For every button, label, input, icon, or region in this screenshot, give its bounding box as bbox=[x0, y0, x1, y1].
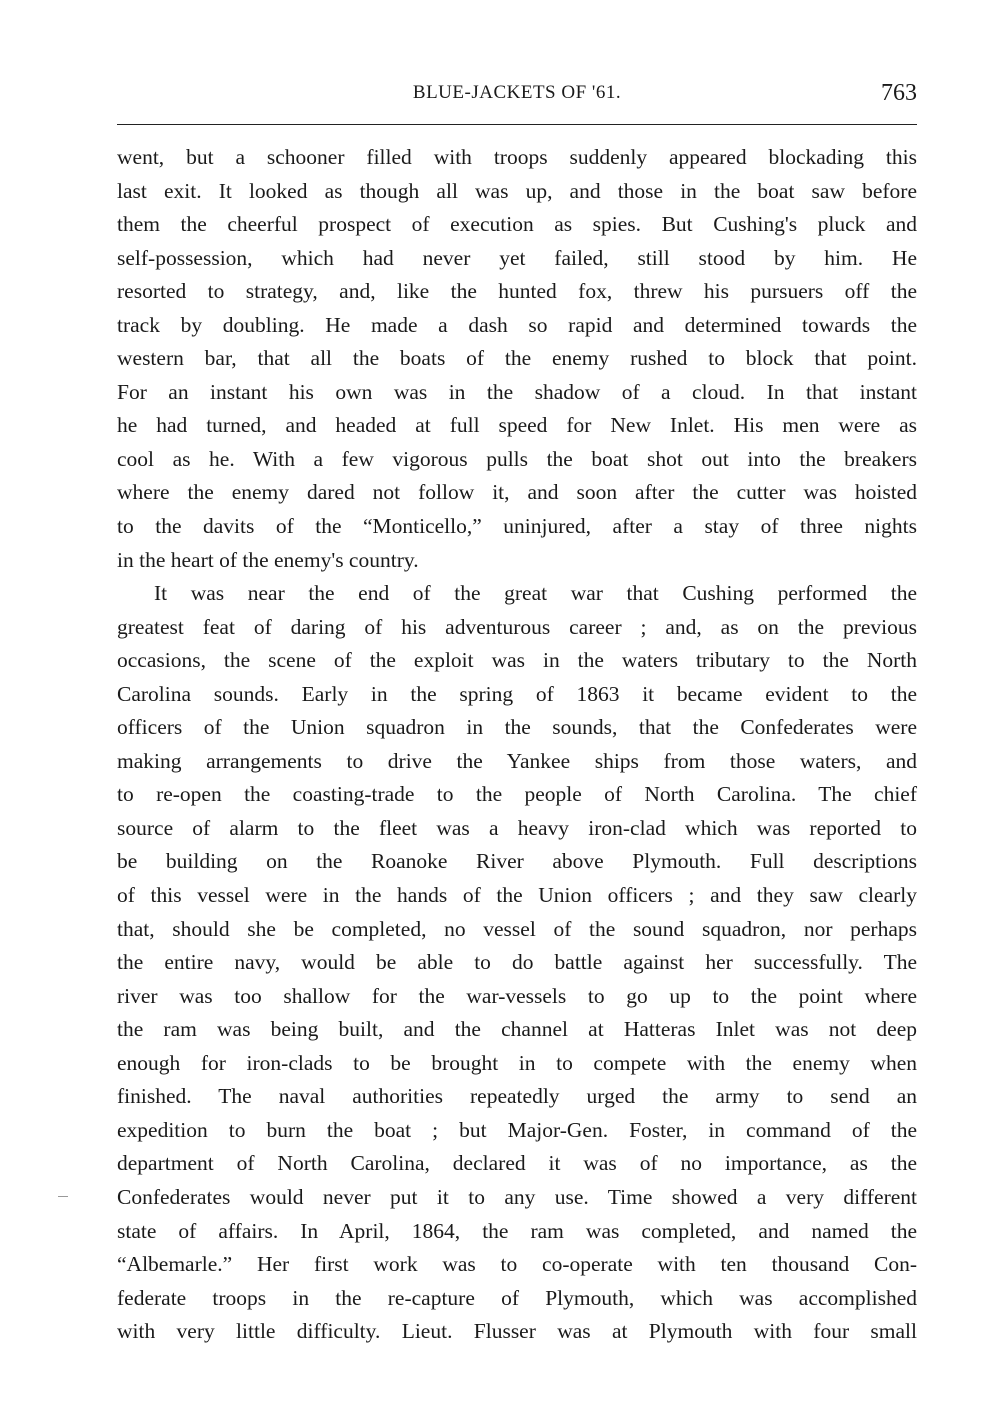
text-line: the entire navy, would be able to do battle against her successfully. The bbox=[117, 950, 917, 975]
text-line: to the davits of the “Monticello,” uninjured, after a stay of three nights bbox=[117, 514, 917, 539]
text-line: he had turned, and headed at full speed for New Inlet. His men were as bbox=[117, 413, 917, 438]
text-line: officers of the Union squadron in the sounds, that the Confederates were bbox=[117, 715, 917, 740]
text-line: with very little difficulty. Lieut. Flusser was at Plymouth with four small bbox=[117, 1319, 917, 1344]
text-line: department of North Carolina, declared it was of no importance, as the bbox=[117, 1151, 917, 1176]
text-line: state of affairs. In April, 1864, the ram was completed, and named the bbox=[117, 1218, 917, 1243]
text-line: For an instant his own was in the shadow of a cloud. In that instant bbox=[117, 379, 917, 404]
body-text bbox=[117, 141, 917, 1349]
text-line: resorted to strategy, and, like the hunted fox, threw his pursuers off the bbox=[117, 279, 917, 304]
text-line: cool as he. With a few vigorous pulls the boat shot out into the breakers bbox=[117, 446, 917, 471]
text-line: that, should she be completed, no vessel of the sound squadron, nor perhaps bbox=[117, 916, 917, 941]
text-line: self-possession, which had never yet failed, still stood by him. He bbox=[117, 245, 917, 270]
text-line: last exit. It looked as though all was up, and those in the boat saw before bbox=[117, 178, 917, 203]
running-title: BLUE-JACKETS OF '61. bbox=[412, 82, 622, 103]
text-line: expedition to burn the boat ; but Major-Gen. Foster, in command of the bbox=[117, 1117, 917, 1142]
text-line: finished. The naval authorities repeatedly urged the army to send an bbox=[117, 1084, 917, 1109]
text-line: western bar, that all the boats of the enemy rushed to block that point. bbox=[117, 346, 917, 371]
text-line: federate troops in the re-capture of Plymouth, which was accomplished bbox=[117, 1285, 917, 1310]
text-line: occasions, the scene of the exploit was in the waters tributary to the North bbox=[117, 648, 917, 673]
text-line: making arrangements to drive the Yankee ships from those waters, and bbox=[117, 748, 917, 773]
text-line: the ram was being built, and the channel at Hatteras Inlet was not deep bbox=[117, 1017, 917, 1042]
text-line: Carolina sounds. Early in the spring of 1863 it became evident to the bbox=[117, 681, 917, 706]
text-line: track by doubling. He made a dash so rapid and determined towards the bbox=[117, 312, 917, 337]
text-line: went, but a schooner filled with troops suddenly appeared blockading this bbox=[117, 145, 917, 169]
text-line: to re-open the coasting-trade to the people of North Carolina. The chief bbox=[117, 782, 917, 807]
text-line: them the cheerful prospect of execution as spies. But Cushing's pluck and bbox=[117, 212, 917, 237]
header-rule bbox=[117, 124, 917, 125]
margin-mark bbox=[58, 1196, 68, 1197]
text-line: Confederates would never put it to any use. Time showed a very different bbox=[117, 1184, 917, 1209]
text-line: be building on the Roanoke River above Plymouth. Full descriptions bbox=[117, 849, 917, 874]
text-line: It was near the end of the great war that Cushing performed the bbox=[154, 581, 917, 606]
text-line: source of alarm to the fleet was a heavy iron-clad which was reported to bbox=[117, 815, 917, 840]
running-head bbox=[117, 80, 917, 110]
paragraph bbox=[117, 141, 917, 577]
text-line: “Albemarle.” Her first work was to co-operate with ten thousand Con- bbox=[117, 1252, 917, 1277]
text-line: of this vessel were in the hands of the Union officers ; and they saw clearly bbox=[117, 883, 917, 908]
paragraph bbox=[117, 577, 917, 1349]
page-number: 763 bbox=[881, 80, 917, 106]
text-line: in the heart of the enemy's country. bbox=[117, 547, 419, 572]
text-line: river was too shallow for the war-vessels to go up to the point where bbox=[117, 983, 917, 1008]
text-line: enough for iron-clads to be brought in to compete with the enemy when bbox=[117, 1050, 917, 1075]
text-line: greatest feat of daring of his adventurous career ; and, as on the previous bbox=[117, 614, 917, 639]
text-line: where the enemy dared not follow it, and soon after the cutter was hoisted bbox=[117, 480, 917, 505]
